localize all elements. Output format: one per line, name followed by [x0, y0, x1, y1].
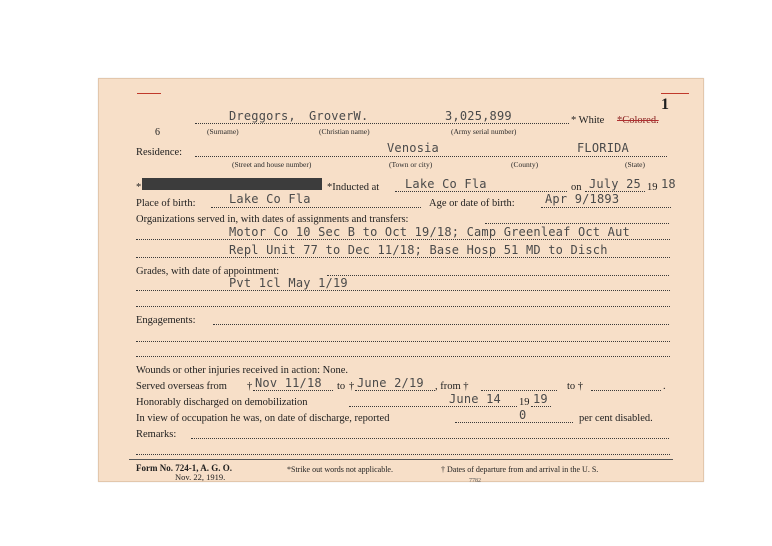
- remarks-label: Remarks:: [136, 429, 177, 440]
- red-mark-right: [661, 93, 689, 94]
- discharge-year-value: 19: [533, 392, 548, 406]
- county-caption: (County): [511, 160, 539, 169]
- overseas-from-line: [253, 390, 333, 391]
- engagements-line-0: [213, 324, 669, 325]
- inducted-year-prefix: 19: [647, 182, 658, 193]
- overseas-to-line: [355, 390, 435, 391]
- state-value: FLORIDA: [577, 141, 629, 155]
- disability-line: [455, 422, 573, 423]
- organizations-line1-value: Motor Co 10 Sec B to Oct 19/18; Camp Greenleaf Oct Aut: [229, 225, 630, 239]
- state-caption: (State): [625, 160, 645, 169]
- footer-rule: [129, 459, 673, 460]
- disability-label: In view of occupation he was, on date of discharge, reported: [136, 413, 390, 424]
- overseas-to-value: June 2/19: [357, 376, 424, 390]
- form-date: Nov. 22, 1919.: [175, 472, 226, 482]
- discharge-date-line: [349, 406, 517, 407]
- grades-line-1: [136, 290, 670, 291]
- name-line: [195, 123, 569, 124]
- street-caption: (Street and house number): [232, 160, 312, 169]
- christian-name-caption: (Christian name): [319, 127, 370, 136]
- inducted-date-value: July 25: [589, 177, 641, 191]
- residence-line: [195, 156, 667, 157]
- organizations-line-1: [136, 239, 670, 240]
- organizations-label: Organizations served in, with dates of assignments and transfers:: [136, 214, 409, 225]
- birth-place-label: Place of birth:: [136, 198, 196, 209]
- engagements-line-1: [136, 341, 670, 342]
- remarks-line-0: [191, 438, 669, 439]
- given-name-value: GroverW.: [309, 109, 369, 123]
- discharge-label: Honorably discharged on demobilization: [136, 397, 308, 408]
- town-value: Venosia: [387, 141, 439, 155]
- footnote-dates: † Dates of departure from and arrival in the U. S.: [441, 465, 599, 474]
- overseas-from2-line: [481, 390, 557, 391]
- overseas-dagger-2: †: [349, 381, 355, 392]
- on-label: on: [571, 182, 582, 193]
- red-mark-left: [137, 93, 161, 94]
- overseas-dagger-1: †: [247, 381, 253, 392]
- town-caption: (Town or city): [389, 160, 433, 169]
- stamp-number: 7782: [469, 478, 481, 484]
- inducted-year-value: 18: [661, 177, 676, 191]
- service-record-card: [98, 78, 704, 482]
- inducted-place-value: Lake Co Fla: [405, 177, 487, 191]
- discharge-year-line: [531, 406, 551, 407]
- surname-value: Dreggors,: [229, 109, 296, 123]
- overseas-label: Served overseas from: [136, 381, 227, 392]
- inducted-place-line: [395, 191, 567, 192]
- race-colored-label: *Colored.: [617, 115, 659, 126]
- surname-caption: (Surname): [207, 127, 239, 136]
- grades-line-2: [136, 306, 670, 307]
- organizations-line-0: [485, 223, 669, 224]
- birth-date-label: Age or date of birth:: [429, 198, 515, 209]
- organizations-line-2: [136, 257, 670, 258]
- engagements-label: Engagements:: [136, 315, 196, 326]
- discharge-year-prefix: 19: [519, 397, 530, 408]
- overseas-to2-line: [591, 390, 661, 391]
- stray-mark: 6: [155, 127, 160, 138]
- overseas-end: .: [663, 381, 666, 392]
- remarks-line-1: [136, 454, 670, 455]
- overseas-from2-label: , from †: [435, 381, 469, 392]
- race-white-label: * White: [571, 115, 605, 126]
- disability-value: 0: [519, 408, 527, 422]
- enlisted-star: *: [136, 182, 142, 193]
- redacted-block: [142, 178, 322, 190]
- footnote-strike: *Strike out words not applicable.: [287, 465, 393, 474]
- organizations-line2-value: Repl Unit 77 to Dec 11/18; Base Hosp 51 MD to Disch: [229, 243, 608, 257]
- birth-place-line: [211, 207, 421, 208]
- overseas-to-label: to: [337, 381, 346, 392]
- discharge-date-value: June 14: [449, 392, 501, 406]
- overseas-to2-label: to †: [567, 381, 584, 392]
- engagements-line-2: [136, 356, 670, 357]
- residence-label: Residence:: [136, 147, 183, 158]
- disability-suffix: per cent disabled.: [579, 413, 653, 424]
- card-number: 1: [661, 96, 669, 113]
- form-number: Form No. 724-1, A. G. O.: [136, 463, 232, 473]
- serial-number-value: 3,025,899: [445, 109, 512, 123]
- grades-label: Grades, with date of appointment:: [136, 266, 280, 277]
- birth-place-value: Lake Co Fla: [229, 192, 311, 206]
- grades-line-0: [327, 275, 669, 276]
- birth-date-line: [541, 207, 671, 208]
- wounds-label: Wounds or other injuries received in action: None.: [136, 365, 349, 376]
- overseas-from-value: Nov 11/18: [255, 376, 322, 390]
- inducted-label: *Inducted at: [327, 182, 380, 193]
- serial-caption: (Army serial number): [451, 127, 517, 136]
- birth-date-value: Apr 9/1893: [545, 192, 620, 206]
- grades-line1-value: Pvt 1cl May 1/19: [229, 276, 348, 290]
